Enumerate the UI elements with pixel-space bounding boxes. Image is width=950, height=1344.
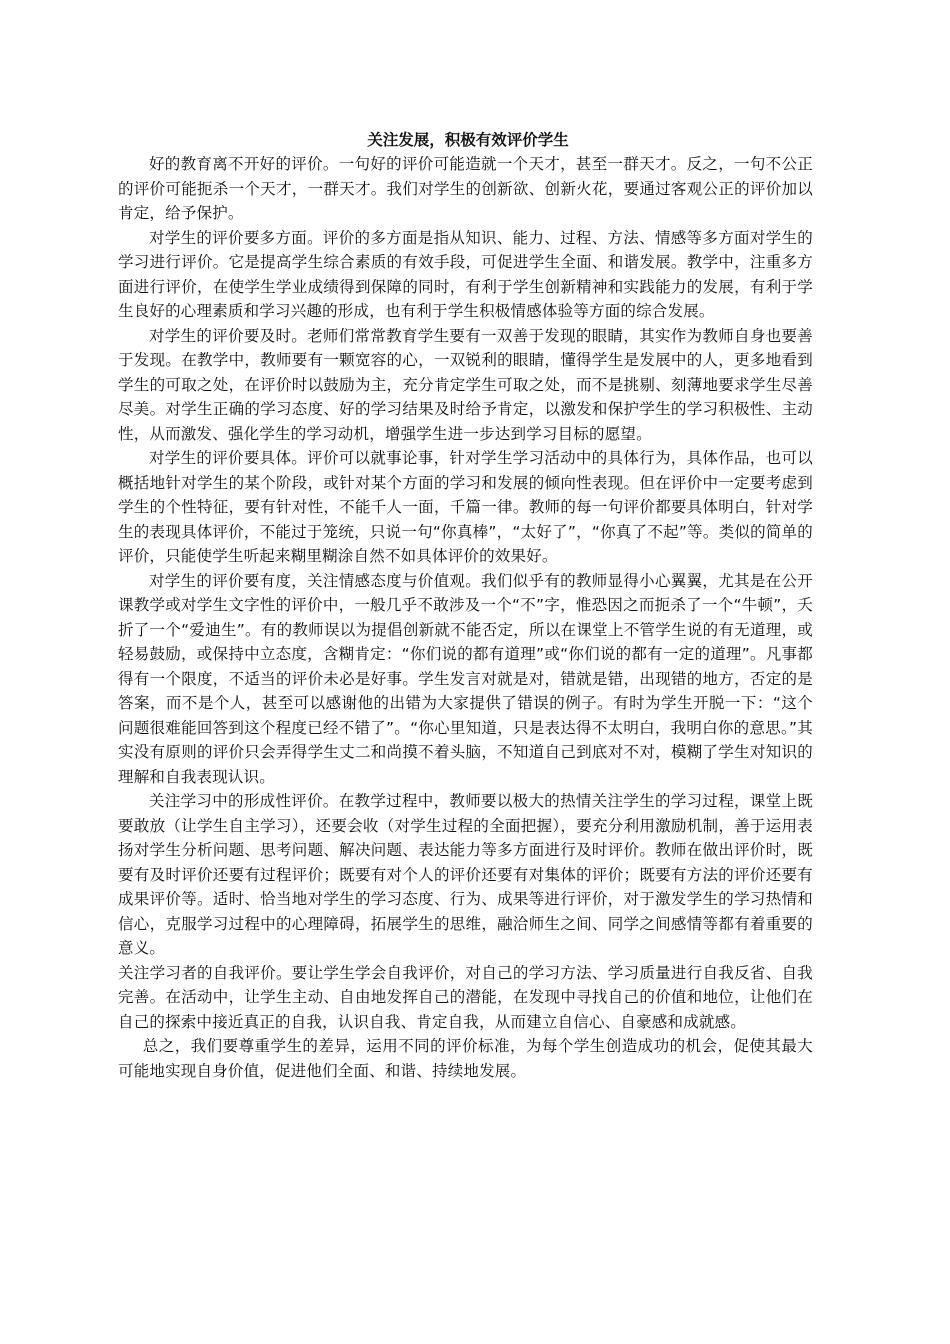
paragraph-specific: 对学生的评价要具体。评价可以就事论事，针对学生学习活动中的具体行为，具体作品，也可以概括地针对学生的某个阶段，或针对某个方面的学习和发展的倾向性表现。但在评价中一定要考虑到学生的个性特征，要有针对性，不能千人一面，千篇一律。教师的每一句评价都要具体明白，针对学生的表现具体评价，不能过于笼统，只说一句“你真棒”，“太好了”，“你真了不起”等。类似的简单的评价，只能使学生听起来糊里糊涂自然不如具体评价的效果好。 bbox=[118, 449, 813, 565]
paragraph-intro: 好的教育离不开好的评价。一句好的评价可能造就一个天才，甚至一群天才。反之，一句不公正的评价可能扼杀一个天才，一群天才。我们对学生的创新欲、创新火花，要通过客观公正的评价加以肯定，给予保护。 bbox=[118, 155, 813, 222]
paragraph-conclusion: 总之，我们要尊重学生的差异，运用不同的评价标准，为每个学生创造成功的机会，促使其最大可能地实现自身价值，促进他们全面、和谐、持续地发展。 bbox=[118, 1037, 813, 1080]
document-body bbox=[118, 152, 813, 1083]
paragraph-moderate: 对学生的评价要有度，关注情感态度与价值观。我们似乎有的教师显得小心翼翼，尤其是在公开课教学或对学生文字性的评价中，一般几乎不敢涉及一个“不”字，惟恐因之而扼杀了一个“牛顿”，夭折了一个“爱迪生”。有的教师误以为提倡创新就不能否定，所以在课堂上不管学生说的有无道理，或轻易鼓励，或保持中立态度，含糊肯定：“你们说的都有道理”或“你们说的都有一定的道理”。凡事都得有一个限度，不适当的评价未必是好事。学生发言对就是对，错就是错，出现错的地方，否定的是答案，而不是个人，甚至可以感谢他的出错为大家提供了错误的例子。有时为学生开脱一下：“这个问题很难能回答到这个程度已经不错了”。“你心里知道，只是表达得不太明白，我明白你的意思。”其实没有原则的评价只会弄得学生丈二和尚摸不着头脑，不知道自己到底对不对，模糊了学生对知识的理解和自我表现认识。 bbox=[118, 571, 813, 786]
paragraph-self-evaluation: 关注学习者的自我评价。要让学生学会自我评价，对自己的学习方法、学习质量进行自我反省、自我完善。在活动中，让学生主动、自由地发挥自己的潜能，在发现中寻找自己的价值和地位，让他们在自己的探索中接近真正的自我，认识自我、肯定自我，从而建立自信心、自豪感和成就感。 bbox=[118, 963, 813, 1031]
document-title: 关注发展，积极有效评价学生 bbox=[367, 131, 569, 149]
paragraph-timely: 对学生的评价要及时。老师们常常教育学生要有一双善于发现的眼睛，其实作为教师自身也要善于发现。在教学中，教师要有一颗宽容的心，一双锐利的眼睛，懂得学生是发展中的人，更多地看到学生的可取之处，在评价时以鼓励为主，充分肯定学生可取之处，而不是挑剔、刻薄地要求学生尽善尽美。对学生正确的学习态度、好的学习结果及时给予肯定，以激发和保护学生的学习积极性、主动性，从而激发、强化学生的学习动机，增强学生进一步达到学习目标的愿望。 bbox=[118, 326, 813, 443]
paragraph-formative: 关注学习中的形成性评价。在教学过程中，教师要以极大的热情关注学生的学习过程，课堂上既要敢放（让学生自主学习），还要会收（对学生过程的全面把握），要充分利用激励机制，善于运用表扬对学生分析问题、思考问题、解决问题、表达能力等多方面进行及时评价。教师在做出评价时，既要有及时评价还要有过程评价；既要有对个人的评价还要有对集体的评价；既要有方法的评价还要有成果评价等。适时、恰当地对学生的学习态度、行为、成果等进行评价，对于激发学生的学习热情和信心，克服学习过程中的心理障碍，拓展学生的思维，融洽师生之间、同学之间感情等都有着重要的意义。 bbox=[118, 792, 813, 957]
paragraph-multifaceted: 对学生的评价要多方面。评价的多方面是指从知识、能力、过程、方法、情感等多方面对学生的学习进行评价。它是提高学生综合素质的有效手段，可促进学生全面、和谐发展。教学中，注重多方面进行评价，在使学生学业成绩得到保障的同时，有利于学生创新精神和实践能力的发展，有利于学生良好的心理素质和学习兴趣的形成，也有利于学生积极情感体验等方面的综合发展。 bbox=[118, 228, 813, 320]
